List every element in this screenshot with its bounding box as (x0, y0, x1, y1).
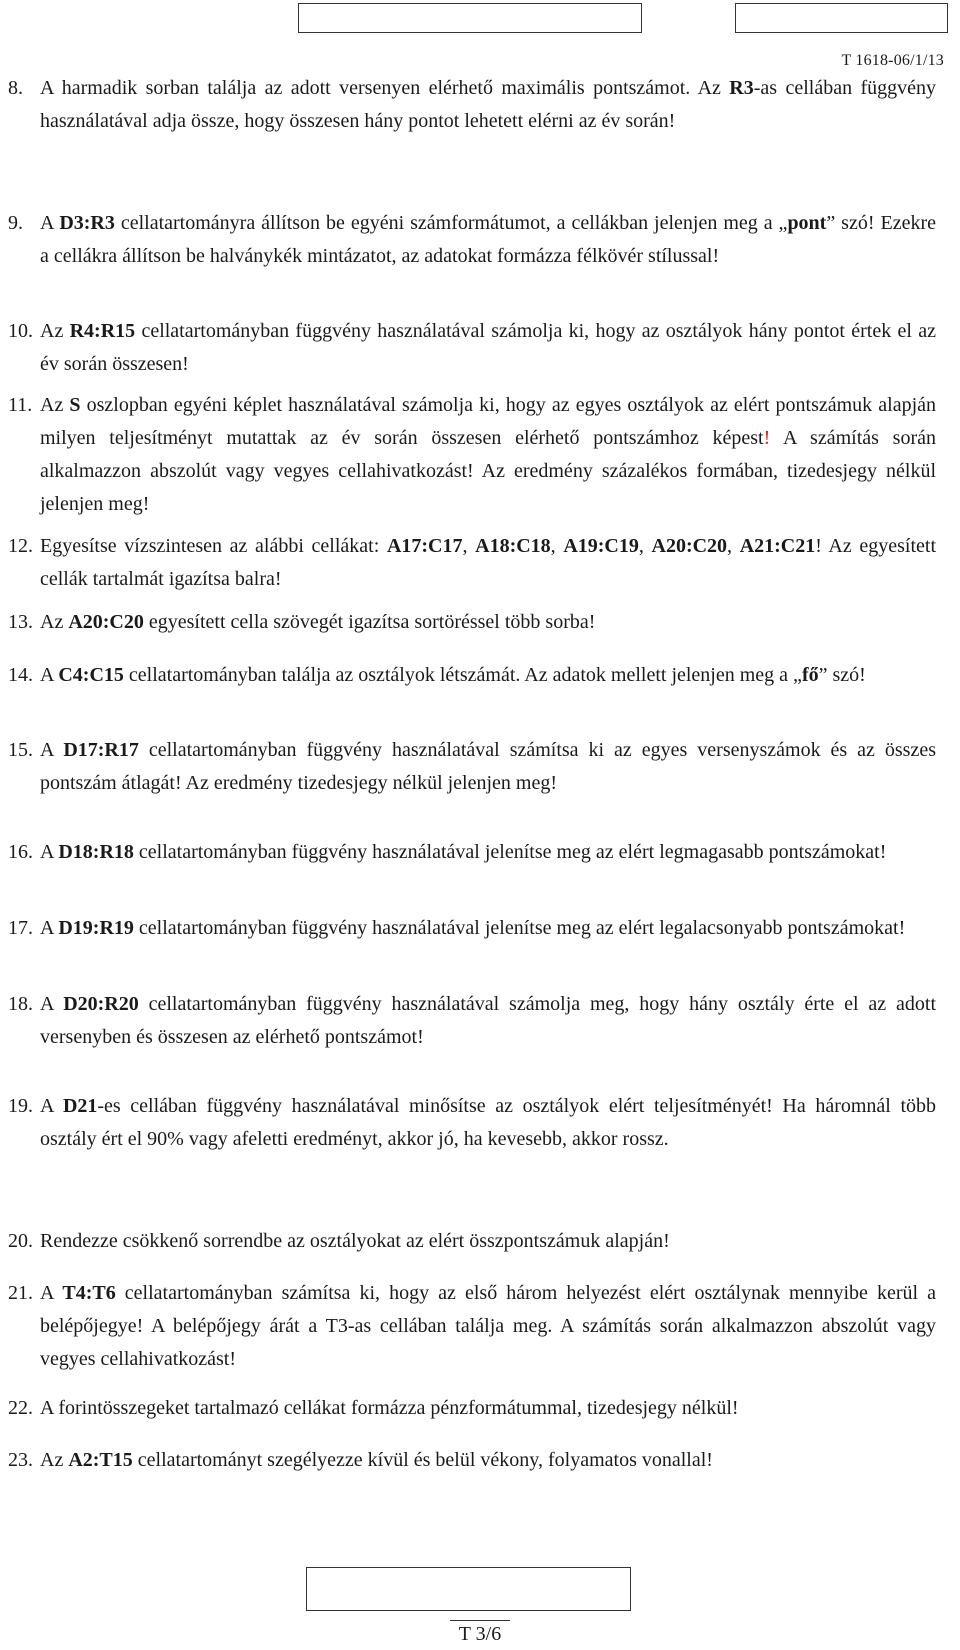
task-text-part: Egyesítse vízszintesen az alábbi cellákat: (40, 535, 387, 557)
task-text-part: A (40, 917, 59, 939)
task-text-part: Az (40, 611, 69, 633)
cell-reference: R3 (729, 77, 754, 99)
task-text-part: cellatartományban függvény használatával számolja meg, hogy hány osztály érte el az adott versenyben és összesen az elérhető pontszámot! (40, 993, 936, 1048)
task-text-part: A számítás során alkalmazzon abszolút vagy vegyes cellahivatkozást! Az eredmény százalékos formában, tizedesjegy nélkül jelenjen meg! (40, 427, 936, 515)
task-text-part: A harmadik sorban találja az adott versenyen elérhető maximális pontszámot. Az (40, 77, 730, 99)
task-text-part: oszlopban egyéni képlet használatával számolja ki, hogy az egyes osztályok az elért pontszámuk alapján milyen teljesítményt mutattak az év során összesen elérhető pontszámhoz képest (40, 394, 937, 449)
task-number: 8. (8, 77, 23, 99)
task-text-part: ! Az egyesített cellák tartalmát igazítsa balra! (40, 535, 937, 590)
cell-reference: D19:R19 (58, 917, 134, 939)
task-text (40, 734, 936, 800)
task-text-part: , (638, 535, 652, 557)
document-code: T 1618-06/1/13 (841, 52, 944, 69)
task-text-part: cellatartományban függvény használatával jelenítse meg az elért legalacsonyabb pontszámokat! (133, 917, 906, 939)
task-text-part: Az (40, 394, 70, 416)
task-text-part: cellatartományban találja az osztályok létszámát. Az adatok mellett jelenjen meg a „ (123, 664, 802, 686)
header-field-box-left (298, 3, 642, 33)
task-number: 18. (8, 993, 33, 1015)
task-text-part: A (40, 739, 64, 761)
task-text (40, 836, 936, 869)
task-text (40, 530, 936, 596)
task-text-part: Az (40, 1449, 69, 1471)
cell-reference: A20:C20 (68, 611, 144, 633)
task-text-part: cellatartományban függvény használatával számolja ki, hogy az osztályok hány pontot értek el az év során összesen! (40, 320, 936, 375)
task-text-part: , (550, 535, 564, 557)
task-text (40, 1090, 936, 1156)
task-number: 20. (8, 1230, 33, 1252)
task-number: 19. (8, 1095, 33, 1117)
task-text (40, 315, 936, 381)
cell-reference: D21 (62, 1095, 98, 1117)
cell-reference: D17:R17 (63, 739, 139, 761)
cell-reference: S (69, 394, 81, 416)
task-text-part: egyesített cella szövegét igazítsa sortöréssel több sorba! (143, 611, 596, 633)
task-text-part: cellatartományban számítsa ki, hogy az első három helyezést elért osztálynak mennyibe kerül a belépőjegye! A belépőjegy árát a T3-as cellában találja meg. A számítás során alkalmazzon abszolút vagy vegyes cellahivatkozást! (40, 1282, 936, 1370)
task-text-part: cellatartományban függvény használatával számítsa ki az egyes versenyszámok és az összes pontszám átlagát! Az eredmény tizedesjegy nélkül jelenjen meg! (40, 739, 936, 794)
task-text-part: -as cellában függvény használatával adja össze, hogy összesen hány pontot lehetett elérni az év során! (40, 77, 937, 132)
task-text (40, 1444, 936, 1477)
task-text-part: ” szó! Ezekre a cellákra állítson be halványkék mintázatot, az adatokat formázza félkövér stílussal! (40, 212, 936, 267)
task-text (40, 988, 936, 1054)
cell-reference: D3:R3 (59, 212, 115, 234)
task-text (40, 389, 936, 521)
task-text-part: -es cellában függvény használatával minősítse az osztályok elért teljesítményét! Ha háromnál több osztály ért el 90% vagy afeletti eredményt, akkor jó, ha kevesebb, akkor rossz. (40, 1095, 936, 1150)
task-text-part: A (40, 841, 59, 863)
cell-reference: A2:T15 (68, 1449, 133, 1471)
cell-reference: T4:T6 (62, 1282, 116, 1304)
task-text-part: , (727, 535, 740, 557)
task-text-part: A (40, 1095, 63, 1117)
task-number: 22. (8, 1397, 33, 1419)
task-text-part: A (40, 212, 60, 234)
task-number: 21. (8, 1282, 33, 1304)
cell-reference: A19:C19 (563, 535, 639, 557)
task-text (40, 606, 936, 639)
task-text-part: A (40, 1282, 63, 1304)
task-text (40, 912, 936, 945)
cell-reference: C4:C15 (58, 664, 124, 686)
cell-reference: D18:R18 (58, 841, 134, 863)
task-number: 12. (8, 535, 33, 557)
cell-reference: A20:C20 (651, 535, 728, 557)
task-number: 11. (8, 394, 33, 416)
task-number: 14. (8, 664, 33, 686)
task-text (40, 1277, 936, 1376)
cell-reference: A17:C17 (386, 535, 463, 557)
task-text-part: A (40, 664, 59, 686)
task-text-part: cellatartományra állítson be egyéni számformátumot, a cellákban jelenjen meg a „ (114, 212, 788, 234)
task-number: 23. (8, 1449, 33, 1471)
task-text (40, 72, 936, 138)
task-number: 16. (8, 841, 33, 863)
task-text-part: A forintösszegeket tartalmazó cellákat formázza pénzformátummal, tizedesjegy nélkül! (40, 1397, 739, 1419)
page-number: T 3/6 (0, 1620, 960, 1646)
task-number: 9. (8, 212, 23, 234)
task-text (40, 659, 936, 692)
cell-reference: pont (787, 212, 827, 234)
header-field-box-right (735, 3, 948, 33)
task-number: 10. (8, 320, 33, 342)
footer-field-box (306, 1567, 631, 1611)
cell-reference: A18:C18 (475, 535, 551, 557)
task-text (40, 207, 936, 273)
task-text-part: Az (40, 320, 70, 342)
cell-reference: fő (801, 664, 819, 686)
task-text (40, 1392, 936, 1425)
task-number: 17. (8, 917, 33, 939)
cell-reference: A21:C21 (739, 535, 816, 557)
task-text-part: A (40, 993, 64, 1015)
task-text-part: ! (763, 427, 771, 449)
cell-reference: R4:R15 (69, 320, 136, 342)
task-text-part: ” szó! (818, 664, 866, 686)
task-number: 13. (8, 611, 33, 633)
task-text-part: cellatartományt szegélyezze kívül és belül vékony, folyamatos vonallal! (132, 1449, 713, 1471)
task-text-part: cellatartományban függvény használatával jelenítse meg az elért legmagasabb pontszámokat! (133, 841, 887, 863)
task-text (40, 1225, 936, 1258)
task-text-part: Rendezze csökkenő sorrendbe az osztályokat az elért összpontszámuk alapján! (40, 1230, 670, 1252)
task-text-part: , (462, 535, 476, 557)
cell-reference: D20:R20 (63, 993, 139, 1015)
task-number: 15. (8, 739, 33, 761)
